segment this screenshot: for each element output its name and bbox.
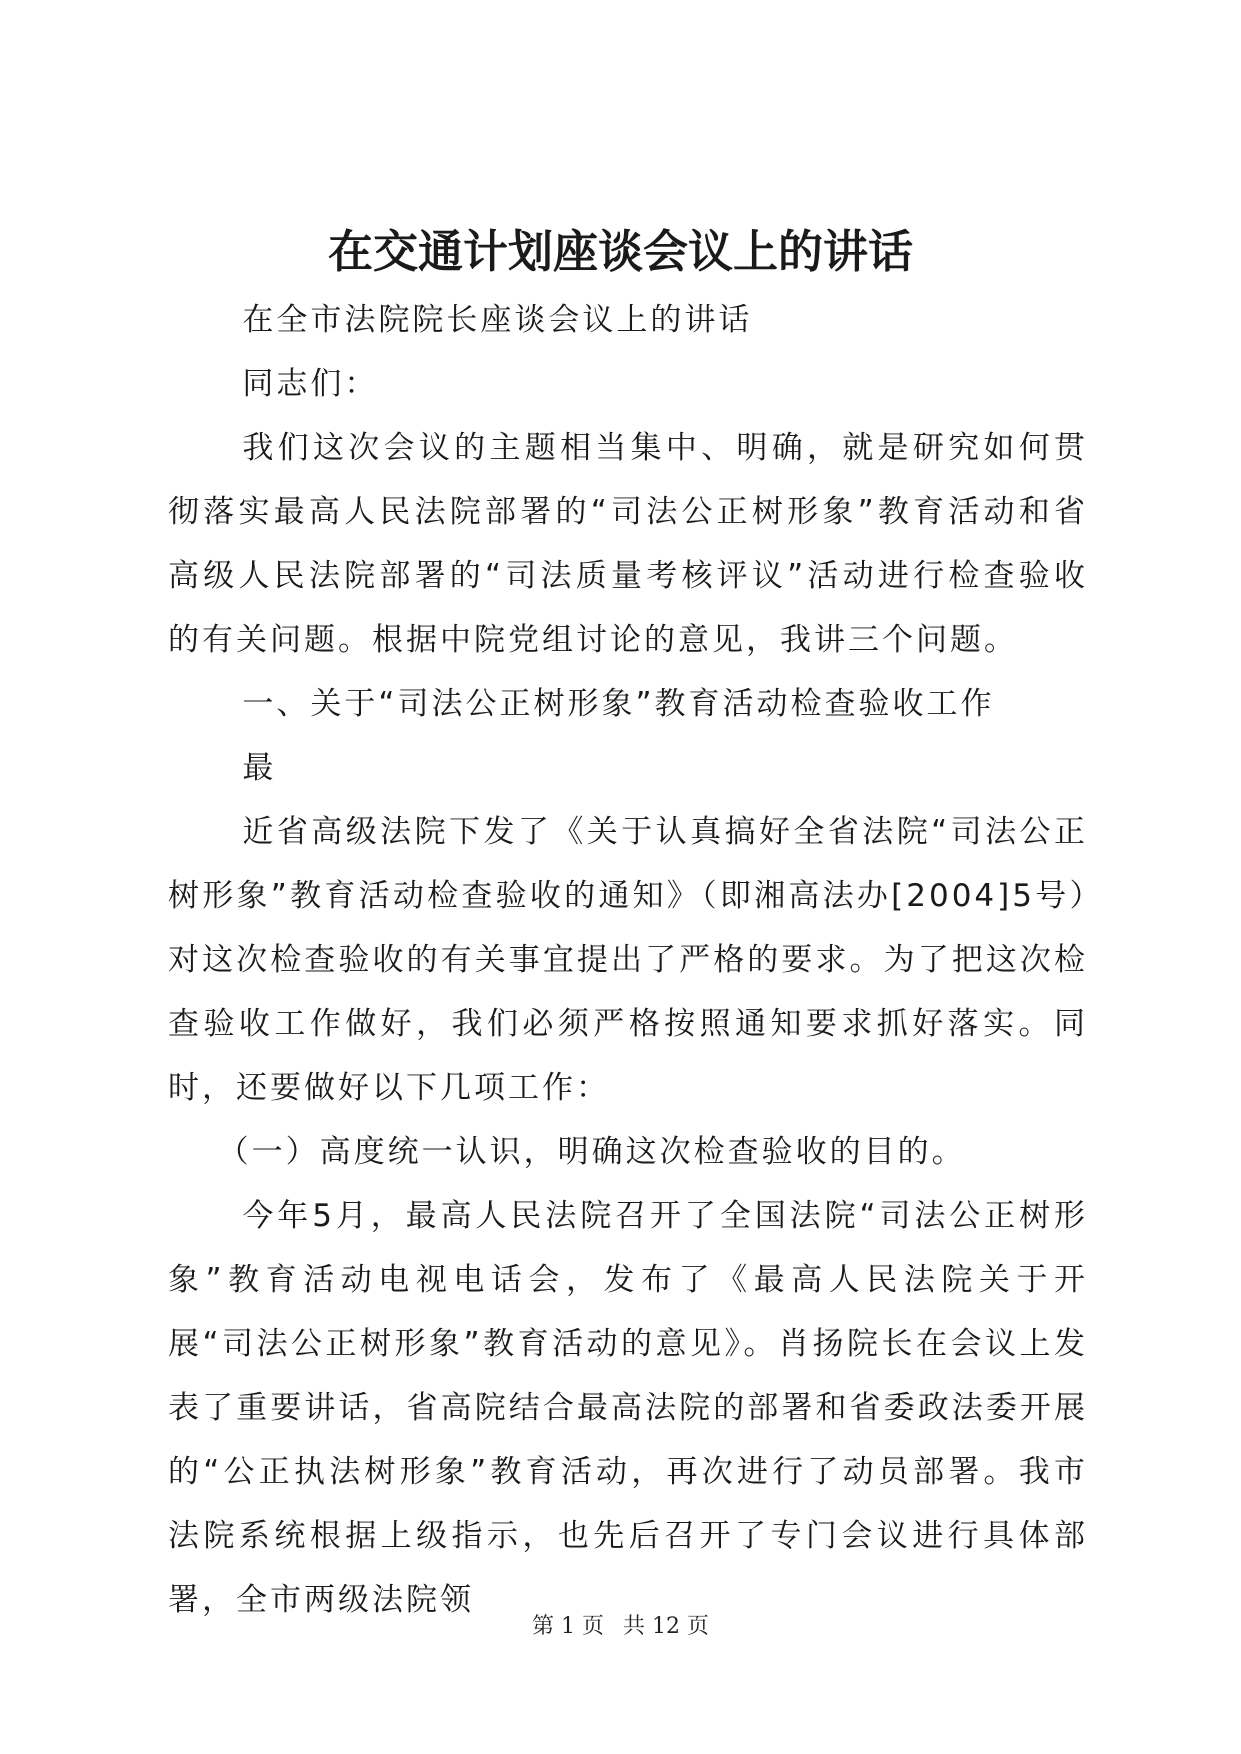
document-title: 在交通计划座谈会议上的讲话 [327,225,913,278]
paragraph-intro: 我们这次会议的主题相当集中、明确，就是研究如何贯彻落实最高人民法院部署的“司法公正树形象”教育活动和省高级人民法院部署的“司法质量考核评议”活动进行检查验收的有关问题。根据中院党组讨论的意见，我讲三个问题。 [168,430,1088,658]
paragraph-subtitle: 在全市法院院长座谈会议上的讲话 [242,302,753,338]
paragraph-notice: 近省高级法院下发了《关于认真搞好全省法院“司法公正树形象”教育活动检查验收的通知》（即湘高法办[2004]5号）对这次检查验收的有关事宜提出了严格的要求。为了把这次检查验收工作做好，我们必须严格按照通知要求抓好落实。同时，还要做好以下几项工作： [168,814,1088,1106]
document-body [168,288,1088,1632]
paragraph-subheading: （一）高度统一认识，明确这次检查验收的目的。 [217,1134,966,1170]
page-total: 共 12 页 [623,1614,709,1639]
page-footer [0,1612,1241,1642]
page-number: 第 1 页 [532,1614,604,1639]
paragraph-fragment: 最 [242,750,277,786]
paragraph-salutation: 同志们： [242,366,379,402]
paragraph-section-heading: 一、关于“司法公正树形象”教育活动检查验收工作 [242,686,995,722]
paragraph-body: 今年5月，最高人民法院召开了全国法院“司法公正树形象”教育活动电视电话会，发布了《最高人民法院关于开展“司法公正树形象”教育活动的意见》。肖扬院长在会议上发表了重要讲话，省高院结合最高法院的部署和省委政法委开展的“公正执法树形象”教育活动，再次进行了动员部署。我市法院系统根据上级指示，也先后召开了专门会议进行具体部署，全市两级法院领 [168,1198,1088,1618]
